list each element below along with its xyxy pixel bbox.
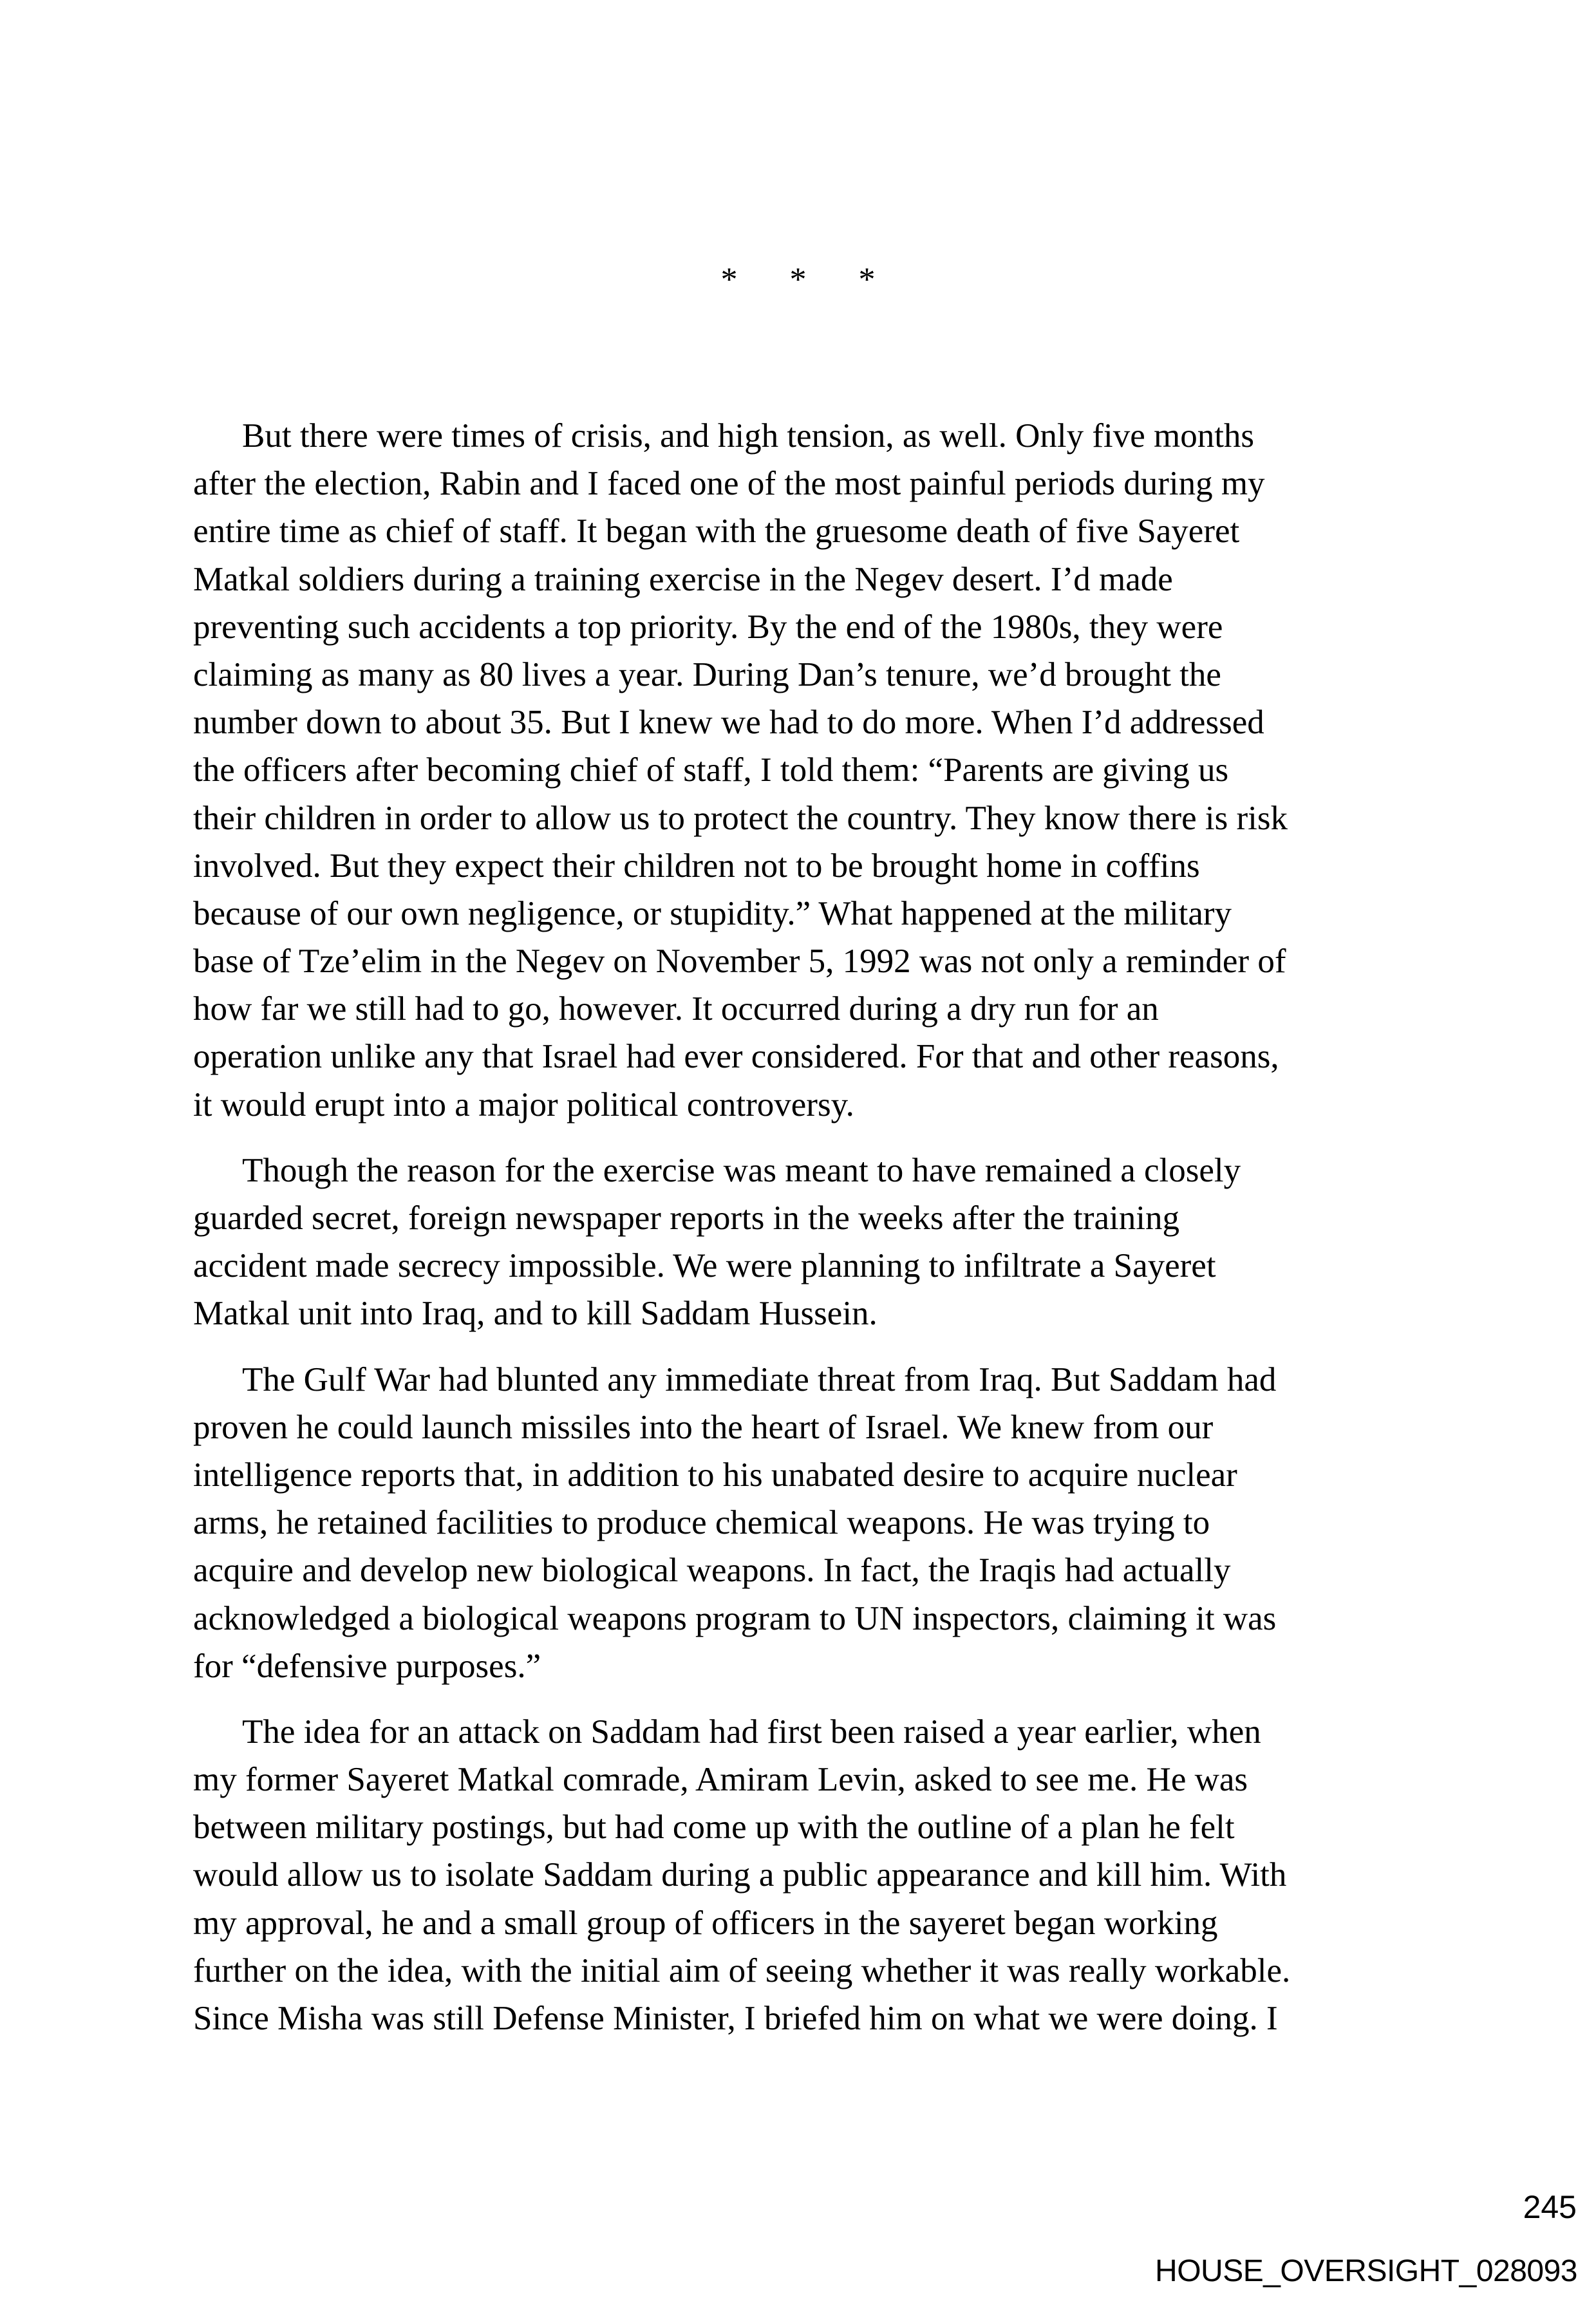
text-line: their children in order to allow us to protect the country. They know there is risk — [193, 799, 1288, 837]
text-line: my former Sayeret Matkal comrade, Amiram Levin, asked to see me. He was — [193, 1761, 1248, 1799]
paragraph-3 — [193, 1356, 1416, 1690]
text-line: The idea for an attack on Saddam had first been raised a year earlier, when — [242, 1713, 1261, 1751]
text-line: intelligence reports that, in addition to his unabated desire to acquire nuclear — [193, 1456, 1237, 1494]
text-line: The Gulf War had blunted any immediate threat from Iraq. But Saddam had — [242, 1360, 1277, 1398]
text-line: because of our own negligence, or stupidity.” What happened at the military — [193, 894, 1232, 932]
text-line: my approval, he and a small group of officers in the sayeret began working — [193, 1904, 1218, 1942]
text-line: further on the idea, with the initial aim of seeing whether it was really workable. — [193, 1951, 1291, 1989]
text-line: for “defensive purposes.” — [193, 1647, 541, 1685]
text-line: number down to about 35. But I knew we had to do more. When I’d addressed — [193, 704, 1264, 742]
text-line: Though the reason for the exercise was meant to have remained a closely — [242, 1151, 1241, 1189]
text-line: claiming as many as 80 lives a year. During Dan’s tenure, we’d brought the — [193, 655, 1221, 693]
text-line: acknowledged a biological weapons program to UN inspectors, claiming it was — [193, 1599, 1277, 1637]
text-line: between military postings, but had come up with the outline of a plan he felt — [193, 1809, 1235, 1847]
section-break-asterisk: * — [789, 261, 807, 298]
text-line: how far we still had to go, however. It occurred during a dry run for an — [193, 990, 1159, 1028]
text-line: Since Misha was still Defense Minister, I briefed him on what we were doing. I — [193, 2000, 1278, 2037]
section-break-asterisk: * — [720, 261, 738, 298]
text-line: after the election, Rabin and I faced one of the most painful periods during my — [193, 465, 1265, 503]
text-line: would allow us to isolate Saddam during a public appearance and kill him. With — [193, 1856, 1287, 1894]
text-line: involved. But they expect their children not to be brought home in coffins — [193, 847, 1200, 885]
section-break — [0, 261, 1596, 299]
text-line: preventing such accidents a top priority. By the end of the 1980s, they were — [193, 608, 1223, 646]
paragraph-2 — [193, 1147, 1416, 1338]
section-break-asterisk: * — [858, 261, 876, 298]
text-line: But there were times of crisis, and high tension, as well. Only five months — [242, 417, 1255, 455]
text-line: Matkal soldiers during a training exercise in the Negev desert. I’d made — [193, 560, 1173, 598]
page-number: 245 — [1523, 2189, 1577, 2225]
text-line: arms, he retained facilities to produce chemical weapons. He was trying to — [193, 1504, 1210, 1542]
text-line: accident made secrecy impossible. We were planning to infiltrate a Sayeret — [193, 1247, 1216, 1285]
paragraph-4 — [193, 1708, 1416, 2042]
text-line: base of Tze’elim in the Negev on November 5, 1992 was not only a reminder of — [193, 943, 1286, 981]
text-line: acquire and develop new biological weapons. In fact, the Iraqis had actually — [193, 1552, 1231, 1590]
text-line: operation unlike any that Israel had ever considered. For that and other reasons, — [193, 1038, 1279, 1076]
text-line: the officers after becoming chief of staff, I told them: “Parents are giving us — [193, 751, 1229, 789]
bates-stamp: HOUSE_OVERSIGHT_028093 — [1155, 2254, 1577, 2288]
text-line: guarded secret, foreign newspaper reports in the weeks after the training — [193, 1199, 1179, 1237]
text-line: Matkal unit into Iraq, and to kill Saddam Hussein. — [193, 1295, 878, 1333]
text-line: proven he could launch missiles into the heart of Israel. We knew from our — [193, 1408, 1214, 1446]
text-line: entire time as chief of staff. It began with the gruesome death of five Sayeret — [193, 512, 1240, 550]
text-line: it would erupt into a major political controversy. — [193, 1086, 854, 1123]
paragraph-1 — [193, 412, 1416, 1129]
body-text — [193, 412, 1416, 2060]
